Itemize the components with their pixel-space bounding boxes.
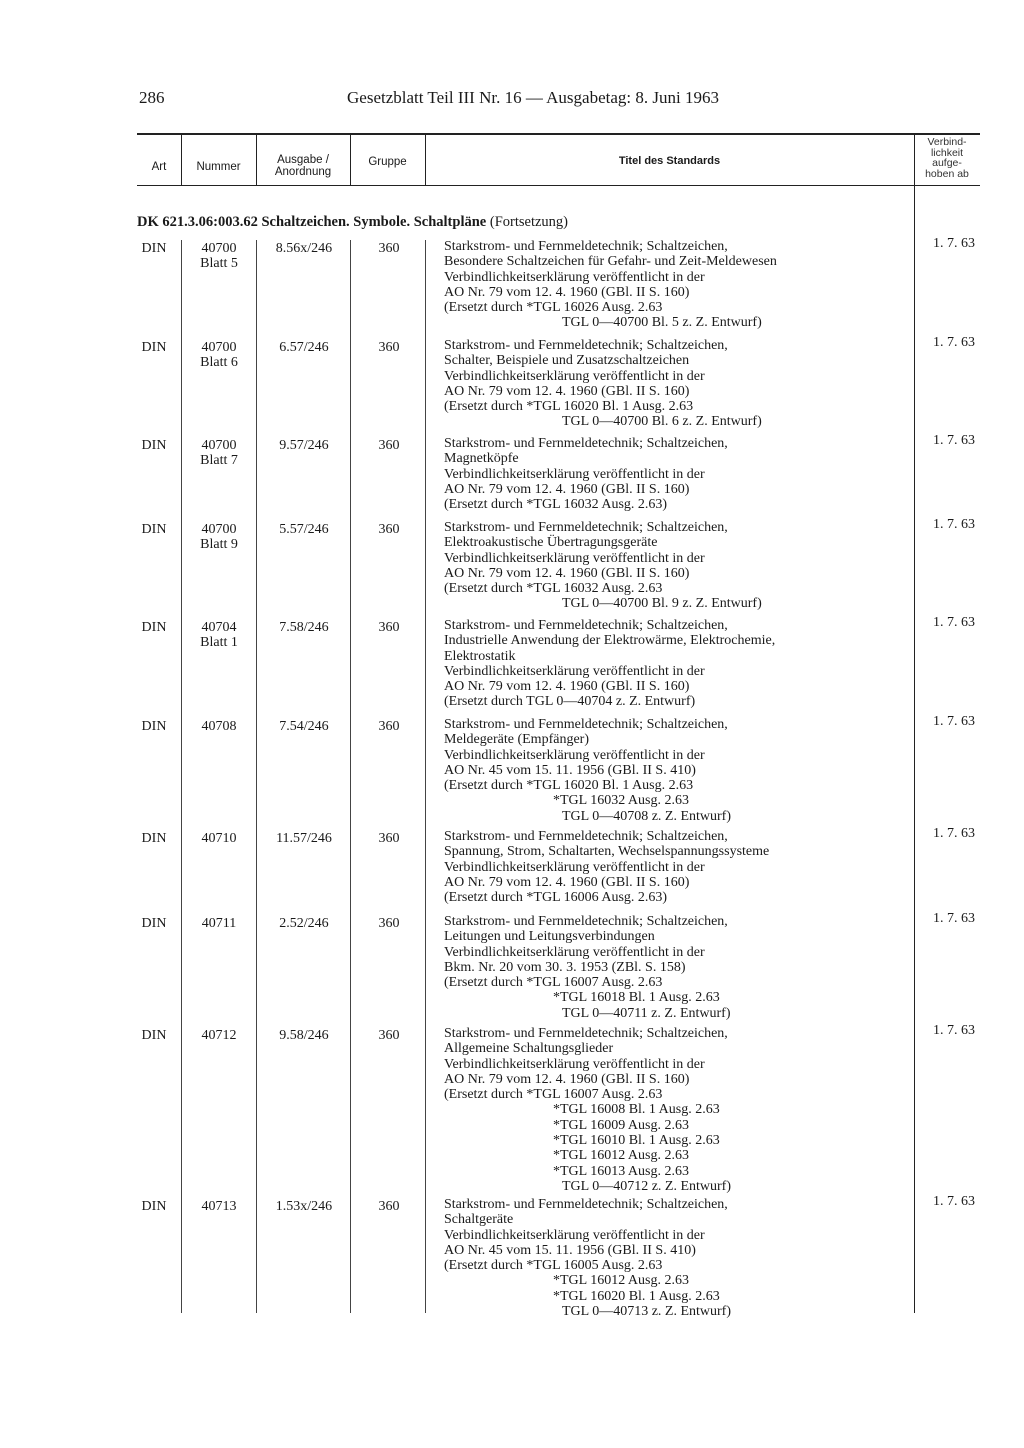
cell-title <box>444 436 912 512</box>
title-line: Starkstrom- und Fernmeldetechnik; Schaltzeichen, <box>444 1026 728 1041</box>
colhead-validity-line: hoben ab <box>925 167 969 180</box>
cell-ausgabe: 5.57/246 <box>279 522 329 537</box>
validity-column-rule <box>914 135 915 1313</box>
title-line: Industrielle Anwendung der Elektrowärme, Elektrochemie, <box>444 633 776 649</box>
title-line: Starkstrom- und Fernmeldetechnik; Schaltzeichen, <box>444 1197 728 1212</box>
cell-ausgabe: 1.53x/246 <box>275 1199 333 1214</box>
title-line: *TGL 16020 Bl. 1 Ausg. 2.63 <box>553 1288 720 1304</box>
title-line: *TGL 16010 Bl. 1 Ausg. 2.63 <box>553 1133 720 1149</box>
colhead-nummer: Nummer <box>196 161 241 173</box>
cell-blatt: Blatt 1 <box>200 635 238 650</box>
cell-ausgabe: 11.57/246 <box>276 831 332 846</box>
cell-nummer: 40711 <box>201 916 237 931</box>
cell-art: DIN <box>141 1199 167 1214</box>
cell-nummer: 40700 <box>201 340 237 355</box>
cell-art: DIN <box>141 241 167 256</box>
title-line: *TGL 16008 Bl. 1 Ausg. 2.63 <box>553 1102 720 1118</box>
cell-title <box>444 618 912 710</box>
title-line: *TGL 16018 Bl. 1 Ausg. 2.63 <box>553 990 720 1006</box>
cell-title <box>444 1026 912 1194</box>
title-line: (Ersetzt durch *TGL 16032 Ausg. 2.63 <box>444 581 663 597</box>
title-line: (Ersetzt durch *TGL 16005 Ausg. 2.63 <box>444 1258 663 1274</box>
column-divider <box>425 240 426 1313</box>
cell-nummer: 40713 <box>201 1199 237 1214</box>
header-bottom-rule <box>137 185 980 186</box>
title-line: Verbindlichkeitserklärung veröffentlicht in der <box>444 466 705 482</box>
cell-nummer: 40700 <box>201 522 237 537</box>
cell-nummer: 40710 <box>201 831 237 846</box>
cell-art: DIN <box>141 1028 167 1043</box>
title-line: TGL 0—40700 Bl. 5 z. Z. Entwurf) <box>562 315 762 331</box>
title-line: (Ersetzt durch *TGL 16006 Ausg. 2.63) <box>444 890 668 906</box>
colhead-ausgabe-line: Anordnung <box>274 166 332 178</box>
column-divider <box>256 240 257 1313</box>
title-line: TGL 0—40708 z. Z. Entwurf) <box>562 808 731 824</box>
cell-gruppe: 360 <box>378 620 400 635</box>
colhead-ausgabe-line: Ausgabe / <box>277 154 329 166</box>
title-line: Besondere Schaltzeichen für Gefahr- und Zeit-Meldewesen <box>444 254 777 270</box>
cell-ausgabe: 2.52/246 <box>279 916 329 931</box>
cell-ausgabe: 9.58/246 <box>279 1028 329 1043</box>
cell-title <box>444 717 912 824</box>
colhead-titel: Titel des Standards <box>618 155 721 167</box>
title-line: *TGL 16012 Ausg. 2.63 <box>553 1148 689 1164</box>
cell-validity: 1. 7. 63 <box>933 826 975 841</box>
cell-validity: 1. 7. 63 <box>933 1023 975 1038</box>
title-line: TGL 0—40713 z. Z. Entwurf) <box>562 1304 731 1320</box>
cell-art: DIN <box>141 620 167 635</box>
cell-art: DIN <box>141 831 167 846</box>
title-line: Verbindlichkeitserklärung veröffentlicht in der <box>444 1227 705 1243</box>
title-line: Starkstrom- und Fernmeldetechnik; Schaltzeichen, <box>444 239 728 254</box>
cell-validity: 1. 7. 63 <box>933 335 975 350</box>
title-line: Starkstrom- und Fernmeldetechnik; Schaltzeichen, <box>444 520 728 535</box>
title-line: Elektroakustische Übertragungsgeräte <box>444 535 658 551</box>
cell-gruppe: 360 <box>378 719 400 734</box>
cell-validity: 1. 7. 63 <box>933 236 975 251</box>
cell-art: DIN <box>141 522 167 537</box>
cell-title <box>444 520 912 612</box>
colhead-art: Art <box>151 161 167 173</box>
title-line: Starkstrom- und Fernmeldetechnik; Schaltzeichen, <box>444 717 728 732</box>
title-line: Verbindlichkeitserklärung veröffentlicht in der <box>444 1056 705 1072</box>
header-top-rule <box>137 133 980 135</box>
colhead-ausgabe <box>256 154 350 178</box>
colhead-gruppe: Gruppe <box>368 156 407 168</box>
title-line: AO Nr. 45 vom 15. 11. 1956 (GBl. II S. 410) <box>444 762 696 778</box>
title-line: *TGL 16012 Ausg. 2.63 <box>553 1273 689 1289</box>
title-line: TGL 0—40712 z. Z. Entwurf) <box>562 1178 731 1194</box>
cell-art: DIN <box>141 719 167 734</box>
cell-blatt: Blatt 5 <box>200 256 238 271</box>
cell-blatt: Blatt 7 <box>200 453 238 468</box>
title-line: (Ersetzt durch *TGL 16026 Ausg. 2.63 <box>444 300 663 316</box>
cell-title <box>444 239 912 331</box>
section-heading-suffix: (Fortsetzung) <box>489 214 568 230</box>
cell-validity: 1. 7. 63 <box>933 714 975 729</box>
title-line: (Ersetzt durch *TGL 16007 Ausg. 2.63 <box>444 1087 663 1103</box>
title-line: (Ersetzt durch TGL 0—40704 z. Z. Entwurf) <box>444 694 696 710</box>
title-line: Bkm. Nr. 20 vom 30. 3. 1953 (ZBl. S. 158) <box>444 959 686 975</box>
cell-validity: 1. 7. 63 <box>933 911 975 926</box>
title-line: (Ersetzt durch *TGL 16020 Bl. 1 Ausg. 2.63 <box>444 399 694 415</box>
title-line: AO Nr. 79 vom 12. 4. 1960 (GBl. II S. 160) <box>444 565 690 581</box>
cell-blatt: Blatt 6 <box>200 355 238 370</box>
cell-art: DIN <box>141 340 167 355</box>
cell-nummer: 40708 <box>201 719 237 734</box>
title-line: TGL 0—40700 Bl. 6 z. Z. Entwurf) <box>562 414 762 430</box>
cell-nummer: 40700 <box>201 241 237 256</box>
title-line: Magnetköpfe <box>444 451 519 467</box>
title-line: Starkstrom- und Fernmeldetechnik; Schaltzeichen, <box>444 829 728 844</box>
title-line: Verbindlichkeitserklärung veröffentlicht in der <box>444 550 705 566</box>
title-line: AO Nr. 79 vom 12. 4. 1960 (GBl. II S. 160) <box>444 874 690 890</box>
colhead-validity-line: Verbind- <box>927 136 967 148</box>
cell-title <box>444 829 912 905</box>
title-line: TGL 0—40700 Bl. 9 z. Z. Entwurf) <box>562 596 762 612</box>
title-line: TGL 0—40711 z. Z. Entwurf) <box>562 1005 731 1021</box>
running-head: Gesetzblatt Teil III Nr. 16 — Ausgabetag: 8. Juni 1963 <box>347 88 719 107</box>
cell-title <box>444 338 912 430</box>
title-line: *TGL 16032 Ausg. 2.63 <box>553 793 689 809</box>
title-line: Meldegeräte (Empfänger) <box>444 732 589 748</box>
cell-validity: 1. 7. 63 <box>933 517 975 532</box>
title-line: Starkstrom- und Fernmeldetechnik; Schaltzeichen, <box>444 618 728 633</box>
cell-blatt: Blatt 9 <box>200 537 238 552</box>
title-line: Starkstrom- und Fernmeldetechnik; Schaltzeichen, <box>444 914 728 929</box>
title-line: Verbindlichkeitserklärung veröffentlicht in der <box>444 944 705 960</box>
title-line: Verbindlichkeitserklärung veröffentlicht in der <box>444 269 705 285</box>
title-line: AO Nr. 79 vom 12. 4. 1960 (GBl. II S. 160) <box>444 481 690 497</box>
page-number: 286 <box>139 88 165 107</box>
title-line: (Ersetzt durch *TGL 16032 Ausg. 2.63) <box>444 497 668 513</box>
title-line: Verbindlichkeitserklärung veröffentlicht in der <box>444 859 705 875</box>
colhead-validity-line: aufge- <box>932 157 962 169</box>
title-line: AO Nr. 79 vom 12. 4. 1960 (GBl. II S. 160) <box>444 679 690 695</box>
column-divider <box>350 240 351 1313</box>
title-line: Verbindlichkeitserklärung veröffentlicht in der <box>444 663 705 679</box>
cell-validity: 1. 7. 63 <box>933 1194 975 1209</box>
cell-title <box>444 914 912 1021</box>
title-line: AO Nr. 79 vom 12. 4. 1960 (GBl. II S. 160) <box>444 284 690 300</box>
title-line: AO Nr. 79 vom 12. 4. 1960 (GBl. II S. 160) <box>444 1071 690 1087</box>
title-line: Schalter, Beispiele und Zusatzschaltzeichen <box>444 353 690 369</box>
title-line: *TGL 16009 Ausg. 2.63 <box>553 1117 689 1133</box>
cell-validity: 1. 7. 63 <box>933 615 975 630</box>
cell-gruppe: 360 <box>378 916 400 931</box>
title-line: Verbindlichkeitserklärung veröffentlicht in der <box>444 747 705 763</box>
section-heading-title: Schaltzeichen. Symbole. Schaltpläne <box>261 214 487 230</box>
cell-nummer: 40700 <box>201 438 237 453</box>
colhead-validity <box>914 137 980 179</box>
colhead-validity-line: lichkeit <box>930 146 964 159</box>
title-line: AO Nr. 45 vom 15. 11. 1956 (GBl. II S. 410) <box>444 1242 696 1258</box>
cell-art: DIN <box>141 438 167 453</box>
title-line: Elektrostatik <box>444 648 516 664</box>
title-line: Starkstrom- und Fernmeldetechnik; Schaltzeichen, <box>444 338 728 353</box>
title-line: Starkstrom- und Fernmeldetechnik; Schaltzeichen, <box>444 436 728 451</box>
cell-ausgabe: 8.56x/246 <box>275 241 333 256</box>
section-heading-dk: DK 621.3.06:003.62 <box>137 214 258 230</box>
title-line: (Ersetzt durch *TGL 16020 Bl. 1 Ausg. 2.63 <box>444 778 694 794</box>
cell-nummer: 40712 <box>201 1028 237 1043</box>
column-divider <box>181 240 182 1313</box>
title-line: *TGL 16013 Ausg. 2.63 <box>553 1163 689 1179</box>
title-line: Leitungen und Leitungsverbindungen <box>444 929 655 945</box>
title-line: Spannung, Strom, Schaltarten, Wechselspannungssysteme <box>444 844 770 860</box>
section-heading <box>137 214 568 231</box>
cell-nummer: 40704 <box>201 620 237 635</box>
cell-gruppe: 360 <box>378 241 400 256</box>
title-line: AO Nr. 79 vom 12. 4. 1960 (GBl. II S. 160) <box>444 383 690 399</box>
title-line: Schaltgeräte <box>444 1212 514 1228</box>
cell-gruppe: 360 <box>378 438 400 453</box>
cell-gruppe: 360 <box>378 340 400 355</box>
cell-gruppe: 360 <box>378 1199 400 1214</box>
column-divider <box>181 135 182 185</box>
cell-art: DIN <box>141 916 167 931</box>
cell-ausgabe: 6.57/246 <box>279 340 329 355</box>
cell-gruppe: 360 <box>378 831 400 846</box>
cell-title <box>444 1197 912 1319</box>
title-line: (Ersetzt durch *TGL 16007 Ausg. 2.63 <box>444 975 663 991</box>
cell-ausgabe: 7.58/246 <box>279 620 329 635</box>
title-line: Allgemeine Schaltungsglieder <box>444 1041 614 1057</box>
cell-ausgabe: 7.54/246 <box>279 719 329 734</box>
title-line: Verbindlichkeitserklärung veröffentlicht in der <box>444 368 705 384</box>
cell-validity: 1. 7. 63 <box>933 433 975 448</box>
cell-ausgabe: 9.57/246 <box>279 438 329 453</box>
cell-gruppe: 360 <box>378 1028 400 1043</box>
cell-gruppe: 360 <box>378 522 400 537</box>
